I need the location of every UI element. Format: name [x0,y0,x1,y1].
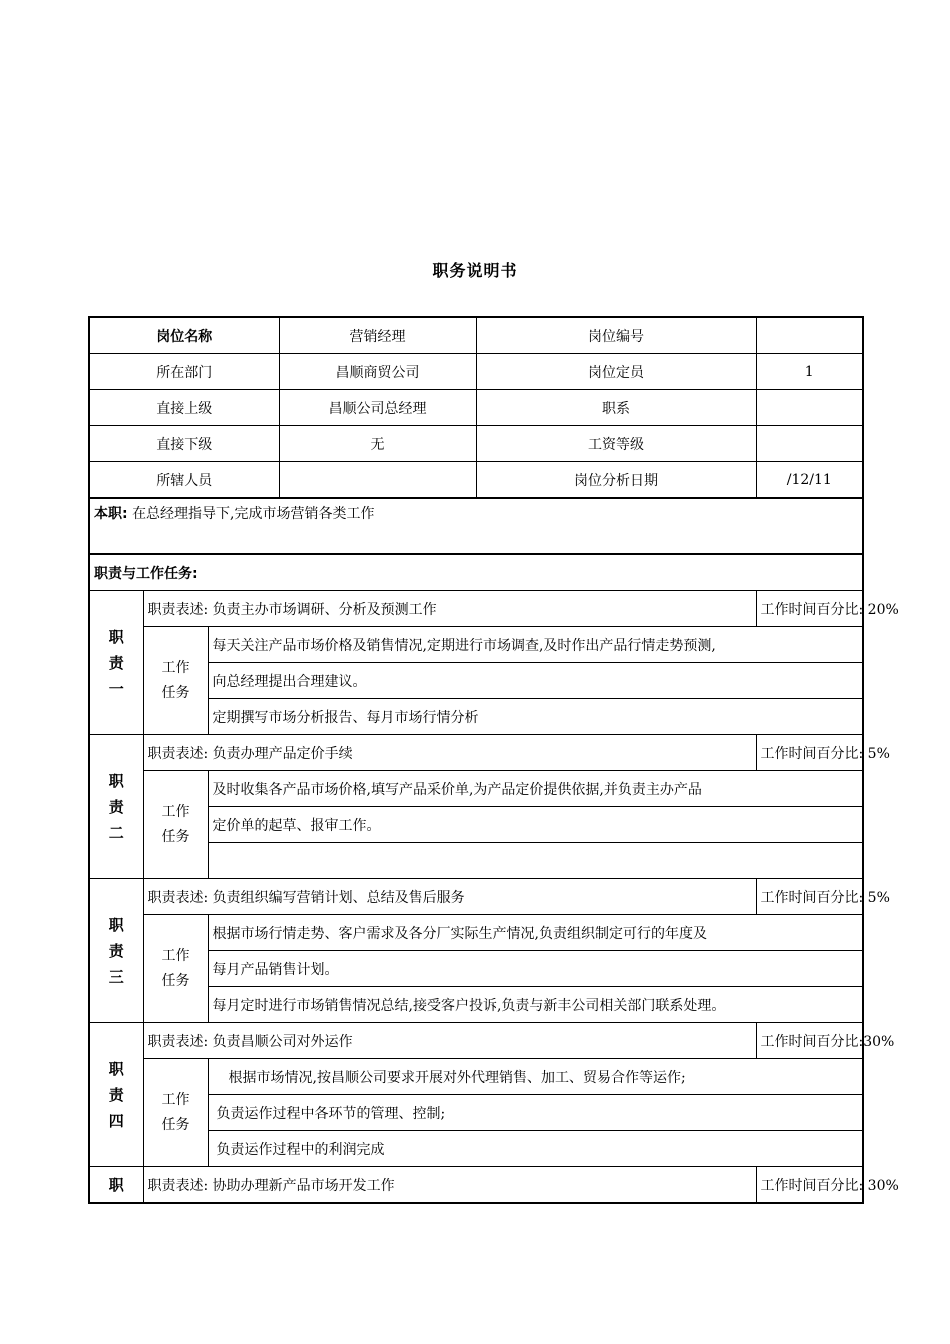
duty-1-task-3: 定期撰写市场分析报告、每月市场行情分析 [208,699,863,735]
value-headcount: 1 [756,354,863,390]
duty-5-name: 职 [89,1167,143,1204]
summary-row [89,498,863,554]
duty-4-task-2: 负责运作过程中各环节的管理、控制; [208,1095,863,1131]
duty-2-task-label: 工作 任务 [143,771,208,879]
duty-1-task-2: 向总经理提出合理建议。 [208,663,863,699]
duty-4-name: 职 责 四 [89,1023,143,1167]
label-department: 所在部门 [89,354,279,390]
value-superior: 昌顺公司总经理 [279,390,476,426]
duty-1-task-row [89,627,863,663]
duty-1-task-1: 每天关注产品市场价格及销售情况,定期进行市场调查,及时作出产品行情走势预测, [208,627,863,663]
duty-3-percent: 工作时间百分比: 5% [756,879,863,915]
duty-3-task-1: 根据市场行情走势、客户需求及各分厂实际生产情况,负责组织制定可行的年度及 [208,915,863,951]
duty-5-description-row [89,1167,863,1204]
summary-label: 本职: [94,506,128,522]
duty-2-task-row [89,771,863,807]
duty-1-description-row [89,591,863,627]
page-title: 职务说明书 [432,261,518,280]
duty-3-name: 职 责 三 [89,879,143,1023]
duty-3-task-label: 工作 任务 [143,915,208,1023]
duty-5-percent: 工作时间百分比: 30% [756,1167,863,1204]
value-subordinate: 无 [279,426,476,462]
duty-2-task-1: 及时收集各产品市场价格,填写产品采价单,为产品定价提供依据,并负责主办产品 [208,771,863,807]
duty-4-task-3: 负责运作过程中的利润完成 [208,1131,863,1167]
duty-3-task-2: 每月产品销售计划。 [208,951,863,987]
duty-4-percent: 工作时间百分比:30% [756,1023,863,1059]
duty-3-description-row [89,879,863,915]
info-row-superior [89,390,863,426]
label-position-name: 岗位名称 [89,317,279,354]
value-staff [279,462,476,499]
value-position-name: 营销经理 [279,317,476,354]
duty-1-name: 职 责 一 [89,591,143,735]
label-salary-grade: 工资等级 [476,426,756,462]
label-superior: 直接上级 [89,390,279,426]
duty-1-percent: 工作时间百分比: 20% [756,591,863,627]
duty-4-description: 职责表述: 负责昌顺公司对外运作 [143,1023,756,1059]
value-department: 昌顺商贸公司 [279,354,476,390]
label-job-family: 职系 [476,390,756,426]
duty-3-task-row [89,915,863,951]
label-analysis-date: 岗位分析日期 [476,462,756,499]
duty-1-description: 职责表述: 负责主办市场调研、分析及预测工作 [143,591,756,627]
duties-header: 职责与工作任务: [89,554,863,591]
duty-4-task-row [89,1059,863,1095]
duty-2-name: 职 责 二 [89,735,143,879]
duty-2-task-3 [208,843,863,879]
label-subordinate: 直接下级 [89,426,279,462]
label-headcount: 岗位定员 [476,354,756,390]
duty-5-description: 职责表述: 协助办理新产品市场开发工作 [143,1167,756,1204]
summary-text: 在总经理指导下,完成市场营销各类工作 [132,506,375,522]
info-row-position [89,317,863,354]
label-position-code: 岗位编号 [476,317,756,354]
duty-4-description-row [89,1023,863,1059]
value-position-code [756,317,863,354]
duty-3-task-3: 每月定时进行市场销售情况总结,接受客户投诉,负责与新丰公司相关部门联系处理。 [208,987,863,1023]
value-salary-grade [756,426,863,462]
duty-2-task-2: 定价单的起草、报审工作。 [208,807,863,843]
duty-2-description: 职责表述: 负责办理产品定价手续 [143,735,756,771]
duties-header-row [89,554,863,591]
duty-4-task-label: 工作 任务 [143,1059,208,1167]
job-description-table [88,316,899,1204]
duty-2-description-row [89,735,863,771]
info-row-staff [89,462,863,499]
summary-cell [89,498,863,554]
duty-3-description: 职责表述: 负责组织编写营销计划、总结及售后服务 [143,879,756,915]
value-analysis-date: /12/11 [756,462,863,499]
value-job-family [756,390,863,426]
duty-2-percent: 工作时间百分比: 5% [756,735,863,771]
duty-1-task-label: 工作 任务 [143,627,208,735]
label-staff: 所辖人员 [89,462,279,499]
duty-4-task-1: 根据市场情况,按昌顺公司要求开展对外代理销售、加工、贸易合作等运作; [208,1059,863,1095]
info-row-subordinate [89,426,863,462]
info-row-department [89,354,863,390]
